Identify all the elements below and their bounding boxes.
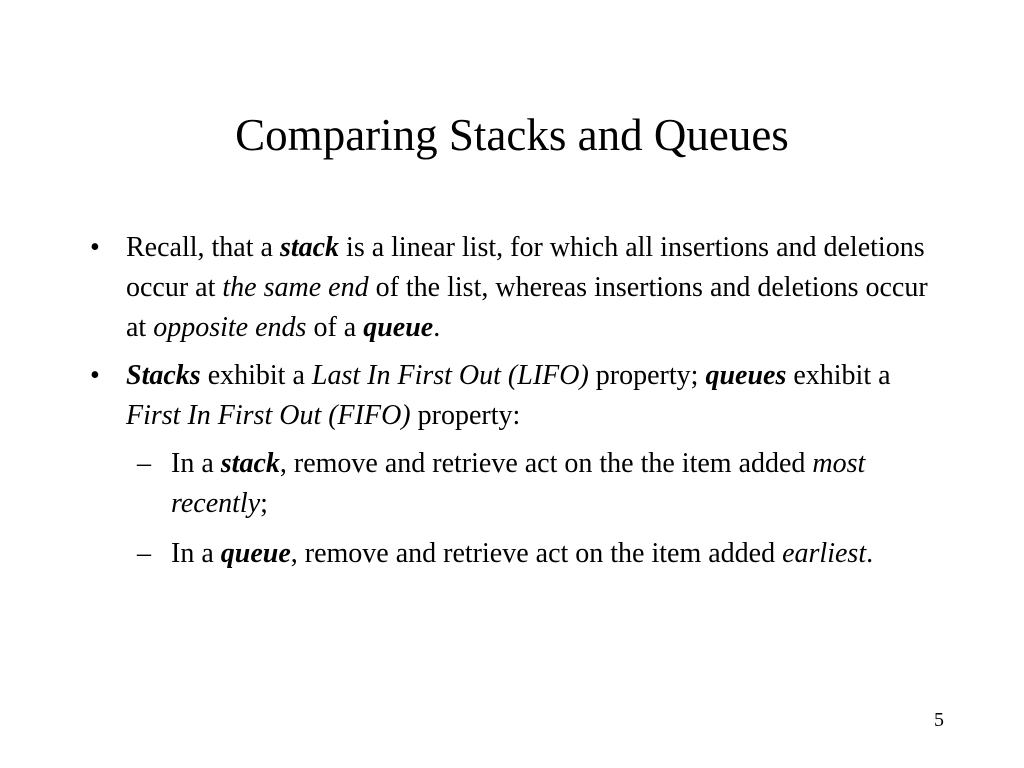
text-run: , remove and retrieve act on the item added [290,538,783,569]
bullet-item [90,356,950,436]
text-run-bold-italic: Stacks [126,360,201,391]
text-run: exhibit a [786,360,891,391]
subbullet-marker: – [137,448,151,479]
text-run: of the list, whereas insertions and deletions occur at [126,272,928,343]
text-run: . [866,538,874,569]
text-run-bold-italic: queues [705,360,787,391]
text-run-bold-italic: queue [363,312,434,343]
subbullet-text [171,538,873,569]
bullet-marker: • [90,360,100,391]
text-run: . [433,312,441,343]
text-run-bold-italic: queue [220,538,291,569]
text-run-italic: most recently [171,448,866,519]
text-run-italic: earliest [782,538,867,569]
text-run: In a [171,448,221,479]
page-number: 5 [934,709,944,731]
subbullet-text [171,448,865,519]
text-run-italic: opposite ends [153,312,307,343]
text-run: is a linear list, for which all insertions and deletions occur at [126,232,925,303]
text-run: property: [410,400,521,431]
text-run-italic: First In First Out (FIFO) [126,400,411,431]
bullet-text [126,232,928,343]
slide-title: Comparing Stacks and Queues [235,110,789,160]
bullet-item [90,228,950,348]
text-run: of a [306,312,364,343]
text-run: property; [588,360,706,391]
subbullet-item [137,444,950,524]
text-run: ; [260,488,268,519]
text-run: Recall, that a [126,232,280,263]
subbullet-item [137,534,950,574]
bullet-marker: • [90,232,100,263]
text-run: exhibit a [200,360,312,391]
text-run-italic: the same end [222,272,369,303]
slide-body [90,228,950,584]
text-run-bold-italic: stack [279,232,340,263]
subbullet-marker: – [137,538,151,569]
text-run-italic: Last In First Out (LIFO) [311,360,589,391]
text-run: , remove and retrieve act on the the item added [279,448,813,479]
text-run-bold-italic: stack [220,448,280,479]
text-run: In a [171,538,221,569]
bullet-text [126,360,891,431]
